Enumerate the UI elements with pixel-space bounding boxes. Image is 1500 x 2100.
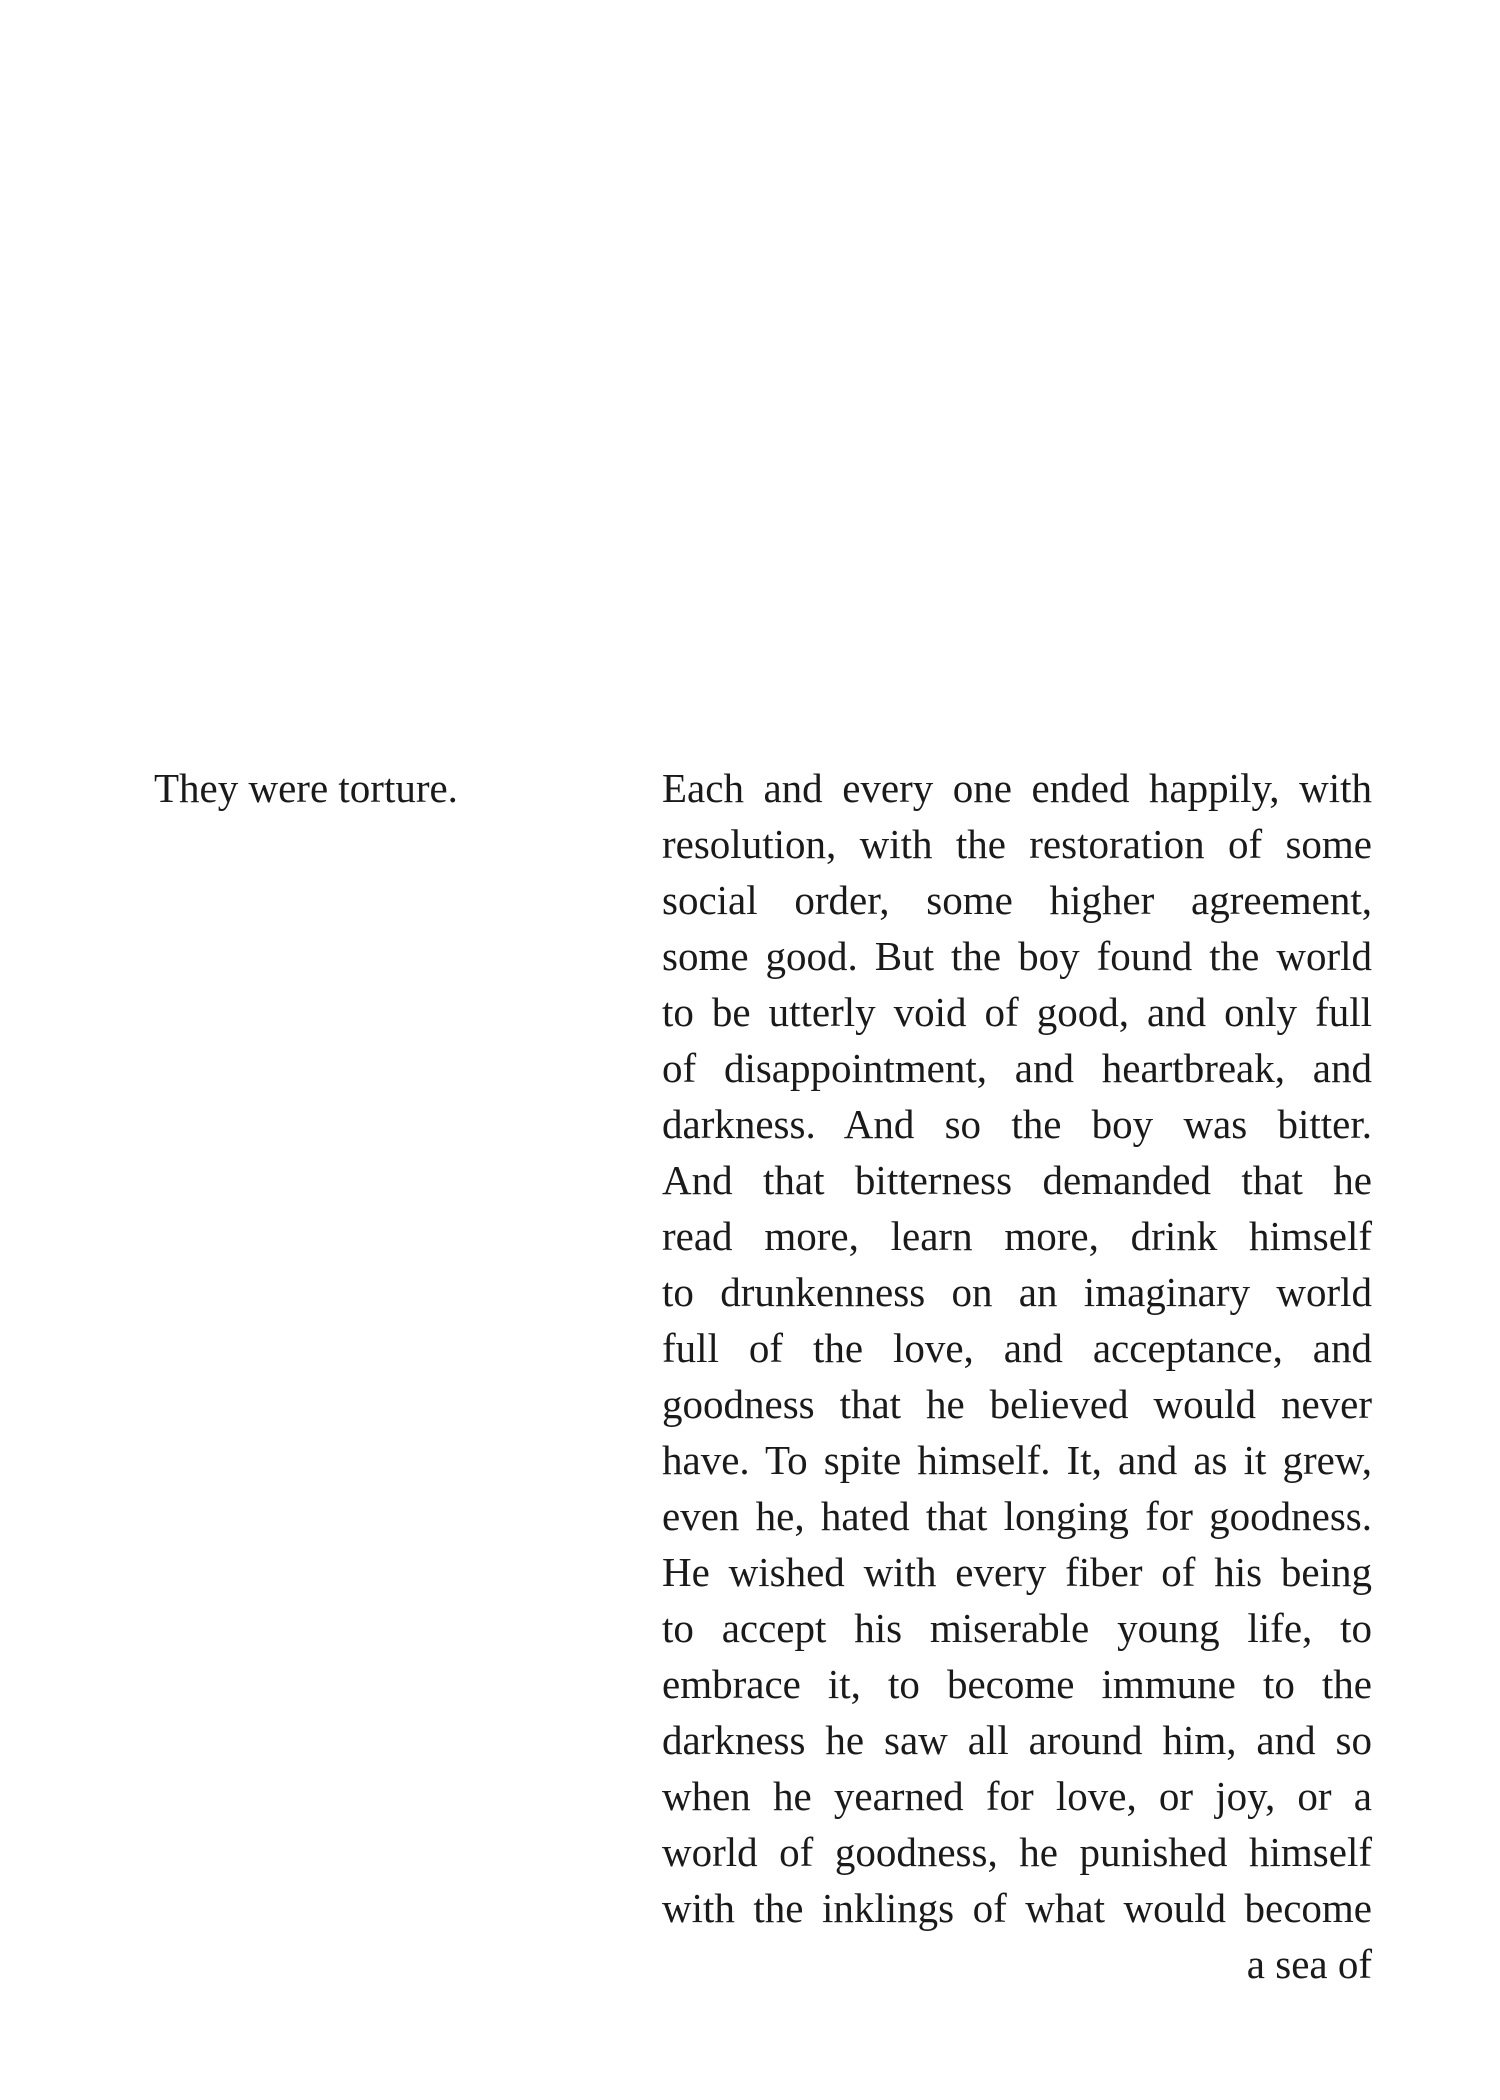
body-line: to drunkenness on an imaginary world [662,1269,1372,1315]
body-line: darkness he saw all around him, and so [662,1717,1372,1763]
body-line: to accept his miserable young life, to [662,1605,1372,1651]
body-line: darkness. And so the boy was bitter. [662,1101,1372,1147]
body-text-column [662,760,1372,1992]
margin-note: They were torture. [154,765,458,811]
body-line: social order, some higher agreement, [662,877,1372,923]
body-line: world of goodness, he punished himself [662,1829,1372,1875]
body-line: of disappointment, and heartbreak, and [662,1045,1372,1091]
body-line: have. To spite himself. It, and as it grew, [662,1437,1372,1483]
body-line: when he yearned for love, or joy, or a [662,1773,1372,1819]
body-line: goodness that he believed would never [662,1381,1372,1427]
body-line: to be utterly void of good, and only full [662,989,1372,1035]
body-line-last: a sea of [1246,1941,1372,1987]
body-line: some good. But the boy found the world [662,933,1372,979]
body-line: full of the love, and acceptance, and [662,1325,1372,1371]
body-line: read more, learn more, drink himself [662,1213,1372,1259]
body-line: And that bitterness demanded that he [662,1157,1372,1203]
body-line: with the inklings of what would become [662,1885,1372,1931]
body-line: resolution, with the restoration of some [662,821,1372,867]
body-line: even he, hated that longing for goodness. [662,1493,1372,1539]
body-line: embrace it, to become immune to the [662,1661,1372,1707]
body-line: Each and every one ended happily, with [662,765,1372,811]
body-line: He wished with every fiber of his being [662,1549,1372,1595]
